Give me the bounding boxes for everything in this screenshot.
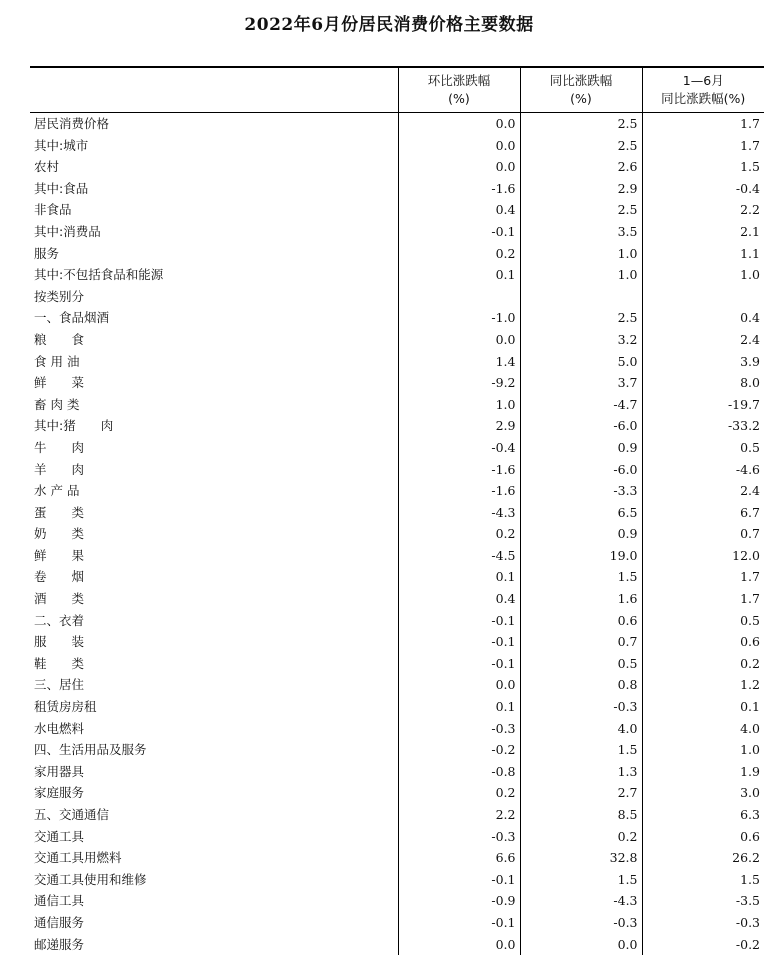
value-mom: 0.4 <box>398 588 520 610</box>
value-ytd: -3.5 <box>642 890 764 912</box>
value-ytd: 0.1 <box>642 696 764 718</box>
row-label: 羊 肉 <box>30 459 398 481</box>
table-row <box>30 394 764 416</box>
value-yoy: 2.5 <box>520 199 642 221</box>
value-mom: -0.1 <box>398 631 520 653</box>
row-label: 其中:城市 <box>30 135 398 157</box>
value-ytd <box>642 286 764 308</box>
value-mom: 0.1 <box>398 566 520 588</box>
value-mom: -0.1 <box>398 869 520 891</box>
value-yoy: 32.8 <box>520 847 642 869</box>
table-row <box>30 934 764 955</box>
value-mom: -0.4 <box>398 437 520 459</box>
table-row <box>30 329 764 351</box>
value-ytd: 1.1 <box>642 243 764 265</box>
row-label: 奶 类 <box>30 523 398 545</box>
row-label: 水电燃料 <box>30 718 398 740</box>
value-mom: -9.2 <box>398 372 520 394</box>
value-mom: 0.2 <box>398 523 520 545</box>
value-ytd: 3.0 <box>642 782 764 804</box>
value-yoy <box>520 286 642 308</box>
value-yoy: 1.5 <box>520 566 642 588</box>
table-row <box>30 761 764 783</box>
table-row <box>30 826 764 848</box>
row-label: 非食品 <box>30 199 398 221</box>
value-yoy: 5.0 <box>520 351 642 373</box>
row-label: 交通工具使用和维修 <box>30 869 398 891</box>
value-mom: -0.1 <box>398 610 520 632</box>
row-label: 五、交通通信 <box>30 804 398 826</box>
row-label: 农村 <box>30 156 398 178</box>
value-ytd: 6.3 <box>642 804 764 826</box>
header-yoy <box>520 67 642 113</box>
table-row <box>30 221 764 243</box>
value-yoy: 0.6 <box>520 610 642 632</box>
table-row <box>30 847 764 869</box>
value-yoy: 1.0 <box>520 243 642 265</box>
table-row <box>30 178 764 200</box>
value-yoy: 1.6 <box>520 588 642 610</box>
value-yoy: 0.9 <box>520 523 642 545</box>
table-row <box>30 610 764 632</box>
value-mom: -0.2 <box>398 739 520 761</box>
value-yoy: 0.8 <box>520 674 642 696</box>
value-ytd: -0.2 <box>642 934 764 955</box>
value-ytd: 0.5 <box>642 610 764 632</box>
row-label: 二、衣着 <box>30 610 398 632</box>
value-ytd: 2.4 <box>642 480 764 502</box>
value-ytd: 2.1 <box>642 221 764 243</box>
value-yoy: 2.6 <box>520 156 642 178</box>
value-mom: 0.0 <box>398 934 520 955</box>
row-label: 其中:猪 肉 <box>30 415 398 437</box>
table-row <box>30 523 764 545</box>
row-label: 鲜 果 <box>30 545 398 567</box>
row-label: 其中:食品 <box>30 178 398 200</box>
row-label: 家用器具 <box>30 761 398 783</box>
table-row <box>30 718 764 740</box>
header-yoy-line2: (%) <box>523 90 640 108</box>
row-label: 服 装 <box>30 631 398 653</box>
value-ytd: 0.6 <box>642 826 764 848</box>
row-label: 交通工具 <box>30 826 398 848</box>
value-ytd: 4.0 <box>642 718 764 740</box>
table-row <box>30 351 764 373</box>
header-mom-line2: (%) <box>401 90 518 108</box>
value-yoy: 6.5 <box>520 502 642 524</box>
value-yoy: 0.5 <box>520 653 642 675</box>
value-mom: -4.3 <box>398 502 520 524</box>
value-ytd: 12.0 <box>642 545 764 567</box>
value-ytd: 1.7 <box>642 135 764 157</box>
value-mom: 0.0 <box>398 113 520 135</box>
value-ytd: 2.4 <box>642 329 764 351</box>
row-label: 交通工具用燃料 <box>30 847 398 869</box>
value-yoy: -6.0 <box>520 459 642 481</box>
value-mom: 0.1 <box>398 264 520 286</box>
value-ytd: 6.7 <box>642 502 764 524</box>
row-label: 畜 肉 类 <box>30 394 398 416</box>
value-yoy: 0.2 <box>520 826 642 848</box>
table-row <box>30 631 764 653</box>
value-ytd: 0.5 <box>642 437 764 459</box>
value-yoy: 1.0 <box>520 264 642 286</box>
table-row <box>30 502 764 524</box>
value-yoy: 8.5 <box>520 804 642 826</box>
value-ytd: 1.9 <box>642 761 764 783</box>
value-mom: 0.0 <box>398 135 520 157</box>
table-row <box>30 286 764 308</box>
header-ytd <box>642 67 764 113</box>
value-ytd: 0.6 <box>642 631 764 653</box>
row-label: 四、生活用品及服务 <box>30 739 398 761</box>
value-ytd: -0.4 <box>642 178 764 200</box>
value-yoy: 3.2 <box>520 329 642 351</box>
table-row <box>30 782 764 804</box>
value-mom: 0.2 <box>398 243 520 265</box>
value-ytd: 1.0 <box>642 739 764 761</box>
table-row <box>30 264 764 286</box>
row-label: 食 用 油 <box>30 351 398 373</box>
row-label: 通信服务 <box>30 912 398 934</box>
value-yoy: -6.0 <box>520 415 642 437</box>
table-row <box>30 156 764 178</box>
row-label: 牛 肉 <box>30 437 398 459</box>
value-mom: 1.0 <box>398 394 520 416</box>
row-label: 通信工具 <box>30 890 398 912</box>
header-ytd-line2: 同比涨跌幅(%) <box>645 90 763 108</box>
table-row <box>30 437 764 459</box>
table-row <box>30 804 764 826</box>
value-yoy: 4.0 <box>520 718 642 740</box>
value-yoy: 1.5 <box>520 869 642 891</box>
value-yoy: 19.0 <box>520 545 642 567</box>
value-ytd: 1.7 <box>642 566 764 588</box>
value-yoy: -4.3 <box>520 890 642 912</box>
value-ytd: 0.7 <box>642 523 764 545</box>
value-ytd: 1.7 <box>642 113 764 135</box>
page-title: 2022年6月份居民消费价格主要数据 <box>0 10 778 35</box>
value-ytd: 1.7 <box>642 588 764 610</box>
table-row <box>30 545 764 567</box>
value-yoy: 0.7 <box>520 631 642 653</box>
value-yoy: 0.0 <box>520 934 642 955</box>
table-row <box>30 588 764 610</box>
row-label: 一、食品烟酒 <box>30 307 398 329</box>
table-row <box>30 566 764 588</box>
value-mom: -0.3 <box>398 718 520 740</box>
value-mom: -1.6 <box>398 459 520 481</box>
row-label: 其中:消费品 <box>30 221 398 243</box>
row-label: 粮 食 <box>30 329 398 351</box>
row-label: 居民消费价格 <box>30 113 398 135</box>
value-mom: -0.3 <box>398 826 520 848</box>
table-row <box>30 415 764 437</box>
value-ytd: 0.2 <box>642 653 764 675</box>
value-ytd: -33.2 <box>642 415 764 437</box>
header-mom <box>398 67 520 113</box>
value-ytd: 0.4 <box>642 307 764 329</box>
value-mom <box>398 286 520 308</box>
value-ytd: 2.2 <box>642 199 764 221</box>
value-mom: 0.1 <box>398 696 520 718</box>
value-mom: 0.4 <box>398 199 520 221</box>
value-ytd: -4.6 <box>642 459 764 481</box>
row-label: 酒 类 <box>30 588 398 610</box>
row-label: 按类别分 <box>30 286 398 308</box>
table-row <box>30 696 764 718</box>
value-mom: 2.9 <box>398 415 520 437</box>
value-mom: -1.6 <box>398 480 520 502</box>
table-row <box>30 653 764 675</box>
value-ytd: 26.2 <box>642 847 764 869</box>
value-mom: 0.2 <box>398 782 520 804</box>
value-mom: -0.1 <box>398 912 520 934</box>
row-label: 其中:不包括食品和能源 <box>30 264 398 286</box>
table-body <box>30 113 764 955</box>
value-yoy: 1.5 <box>520 739 642 761</box>
table-row <box>30 739 764 761</box>
value-yoy: 3.5 <box>520 221 642 243</box>
value-mom: 2.2 <box>398 804 520 826</box>
row-label: 服务 <box>30 243 398 265</box>
header-mom-line1: 环比涨跌幅 <box>401 72 518 90</box>
row-label: 邮递服务 <box>30 934 398 955</box>
table-row <box>30 307 764 329</box>
value-yoy: 2.5 <box>520 307 642 329</box>
value-mom: -1.0 <box>398 307 520 329</box>
value-yoy: 2.5 <box>520 113 642 135</box>
header-label-cell <box>30 67 398 113</box>
cpi-table <box>30 66 764 955</box>
value-mom: 1.4 <box>398 351 520 373</box>
header-yoy-line1: 同比涨跌幅 <box>523 72 640 90</box>
value-ytd: 1.5 <box>642 869 764 891</box>
value-mom: -1.6 <box>398 178 520 200</box>
value-mom: -0.8 <box>398 761 520 783</box>
value-mom: -0.1 <box>398 221 520 243</box>
table-row <box>30 869 764 891</box>
table-row <box>30 243 764 265</box>
row-label: 蛋 类 <box>30 502 398 524</box>
table-row <box>30 890 764 912</box>
row-label: 卷 烟 <box>30 566 398 588</box>
table-row <box>30 113 764 135</box>
row-label: 三、居住 <box>30 674 398 696</box>
value-ytd: 1.5 <box>642 156 764 178</box>
row-label: 家庭服务 <box>30 782 398 804</box>
row-label: 租赁房房租 <box>30 696 398 718</box>
table-header <box>30 67 764 113</box>
value-mom: -0.9 <box>398 890 520 912</box>
table-row <box>30 912 764 934</box>
table-row <box>30 372 764 394</box>
table-row <box>30 135 764 157</box>
value-mom: -0.1 <box>398 653 520 675</box>
value-mom: 6.6 <box>398 847 520 869</box>
table-row <box>30 459 764 481</box>
row-label: 鞋 类 <box>30 653 398 675</box>
value-yoy: -0.3 <box>520 696 642 718</box>
value-yoy: -3.3 <box>520 480 642 502</box>
value-ytd: 1.2 <box>642 674 764 696</box>
value-ytd: 3.9 <box>642 351 764 373</box>
value-yoy: 3.7 <box>520 372 642 394</box>
value-ytd: 1.0 <box>642 264 764 286</box>
table-row <box>30 199 764 221</box>
value-yoy: 2.5 <box>520 135 642 157</box>
value-ytd: -0.3 <box>642 912 764 934</box>
value-yoy: 0.9 <box>520 437 642 459</box>
row-label: 水 产 品 <box>30 480 398 502</box>
table-row <box>30 480 764 502</box>
value-mom: 0.0 <box>398 674 520 696</box>
value-mom: 0.0 <box>398 329 520 351</box>
value-ytd: 8.0 <box>642 372 764 394</box>
row-label: 鲜 菜 <box>30 372 398 394</box>
header-ytd-line1: 1—6月 <box>645 72 763 90</box>
value-mom: -4.5 <box>398 545 520 567</box>
value-yoy: -4.7 <box>520 394 642 416</box>
value-yoy: 1.3 <box>520 761 642 783</box>
table-row <box>30 674 764 696</box>
value-mom: 0.0 <box>398 156 520 178</box>
value-yoy: -0.3 <box>520 912 642 934</box>
value-yoy: 2.9 <box>520 178 642 200</box>
value-yoy: 2.7 <box>520 782 642 804</box>
value-ytd: -19.7 <box>642 394 764 416</box>
